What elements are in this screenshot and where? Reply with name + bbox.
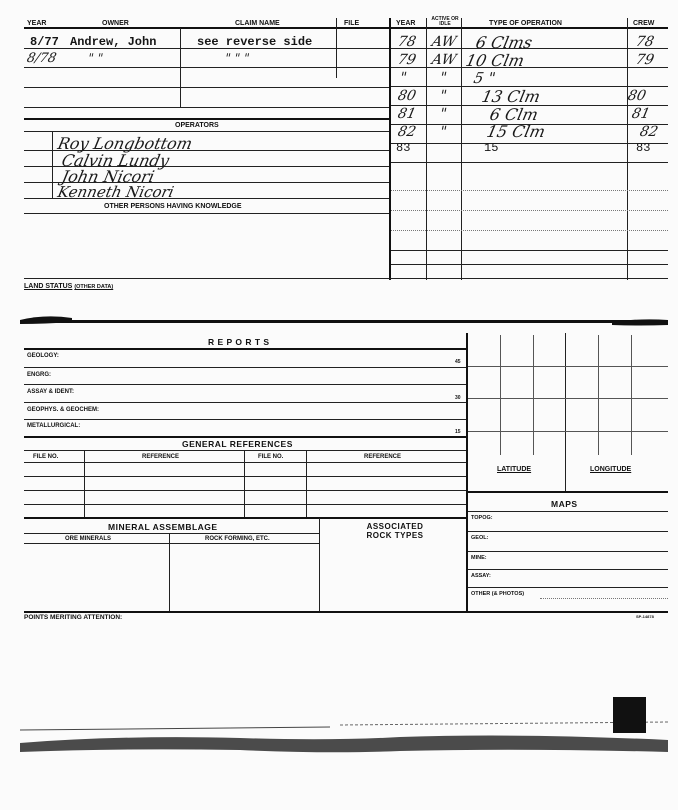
mineral-assemblage-title: MINERAL ASSEMBLAGE: [108, 522, 218, 532]
map-topog-label: TOPOG:: [471, 515, 493, 521]
ore-minerals-label: ORE MINERALS: [65, 536, 112, 542]
operator-name: Calvin Lundy: [59, 151, 171, 170]
header-type-of-operation: TYPE OF OPERATION: [489, 20, 562, 27]
ops-year: 81: [396, 106, 418, 122]
ops-type: 10 Clm: [463, 51, 527, 70]
latitude-label: LATITUDE: [497, 466, 532, 473]
owner-row-claim: see reverse side: [197, 35, 313, 49]
owner-row-owner: Andrew, John: [70, 35, 157, 49]
report-engrg-label: ENGRG:: [27, 372, 51, 378]
report-assay-label: ASSAY & IDENT:: [27, 389, 75, 395]
map-mine-label: MINE:: [471, 555, 487, 561]
ops-status: AW: [430, 52, 458, 68]
ops-crew: 81: [630, 106, 652, 122]
ops-type: 6 Clm: [487, 105, 540, 124]
ops-type: 5 ": [472, 69, 498, 87]
header-year: YEAR: [27, 20, 47, 27]
map-other-label: OTHER (& PHOTOS): [471, 591, 525, 597]
header-claim-name: CLAIM NAME: [235, 20, 280, 27]
header-ops-year: YEAR: [396, 20, 416, 27]
operator-name: John Nicori: [59, 167, 157, 186]
ops-type: 6 Clms: [473, 33, 535, 52]
owner-row-claim: " " ": [223, 51, 251, 65]
ops-status: ": [438, 106, 449, 122]
ops-status: AW: [430, 34, 458, 50]
scan-streak: [20, 727, 330, 730]
report-geophys-label: GEOPHYS. & GEOCHEM:: [27, 407, 100, 413]
ref-col-reference: REFERENCE: [142, 454, 180, 460]
owner-row-year: 8/77: [30, 35, 59, 49]
header-owner: OWNER: [102, 20, 129, 27]
map-assay-label: ASSAY:: [471, 573, 491, 579]
scan-smudge: [20, 316, 72, 324]
associated-rock-types-label: ASSOCIATED ROCK TYPES: [366, 522, 424, 540]
maps-title: MAPS: [551, 499, 578, 509]
owner-row-owner: " ": [86, 51, 105, 65]
report-geology-label: GEOLOGY:: [27, 353, 59, 359]
operator-name: Roy Longbottom: [55, 134, 195, 153]
ops-year: 82: [396, 124, 418, 140]
rock-forming-label: ROCK FORMING, ETC.: [205, 536, 270, 542]
header-active-idle: ACTIVE OR IDLE: [431, 16, 459, 27]
ops-crew: 79: [634, 52, 656, 68]
scan-streak: [20, 736, 668, 753]
ref-col-file-no-2: FILE NO.: [258, 454, 284, 460]
ops-status: ": [438, 88, 449, 104]
owner-row-year: 8/78: [25, 51, 58, 66]
operators-label: OPERATORS: [175, 122, 219, 129]
scan-blot: [613, 697, 646, 733]
ops-year: 80: [396, 88, 418, 104]
ops-crew: 80: [626, 88, 648, 104]
ops-year: 79: [396, 52, 418, 68]
report-metallurgical-num: 15: [455, 429, 461, 435]
scan-smudge: [612, 319, 668, 325]
operator-name: Kenneth Nicori: [56, 183, 176, 201]
header-crew: CREW: [633, 20, 655, 27]
ref-col-reference-2: REFERENCE: [364, 454, 402, 460]
map-geol-label: GEOL:: [471, 535, 489, 541]
ops-year: 83: [396, 141, 411, 155]
longitude-label: LONGITUDE: [590, 466, 632, 473]
ops-crew: 78: [634, 34, 656, 50]
form-number: SP-14878: [636, 614, 654, 619]
report-geology-num: 45: [455, 359, 461, 365]
general-references-title: GENERAL REFERENCES: [182, 439, 293, 449]
ops-crew: 83: [636, 141, 651, 155]
report-metallurgical-label: METALLURGICAL:: [27, 423, 81, 429]
ops-status: ": [438, 124, 449, 140]
ops-year: ": [398, 70, 409, 86]
reports-title: R E P O R T S: [208, 337, 270, 347]
points-meriting-label: POINTS MERITING ATTENTION:: [24, 614, 123, 621]
ops-year: 78: [396, 34, 418, 50]
ref-col-file-no: FILE NO.: [33, 454, 59, 460]
ops-type: 15 Clm: [484, 122, 548, 141]
header-file: FILE: [344, 20, 360, 27]
other-persons-label: OTHER PERSONS HAVING KNOWLEDGE: [104, 203, 242, 210]
land-status-label: LAND STATUS (OTHER DATA): [24, 283, 114, 290]
ops-crew: 82: [638, 124, 660, 140]
report-assay-num: 30: [455, 395, 461, 401]
ops-status: ": [438, 70, 449, 86]
ops-type: 13 Clm: [479, 87, 543, 106]
ops-type: 15: [484, 141, 499, 155]
